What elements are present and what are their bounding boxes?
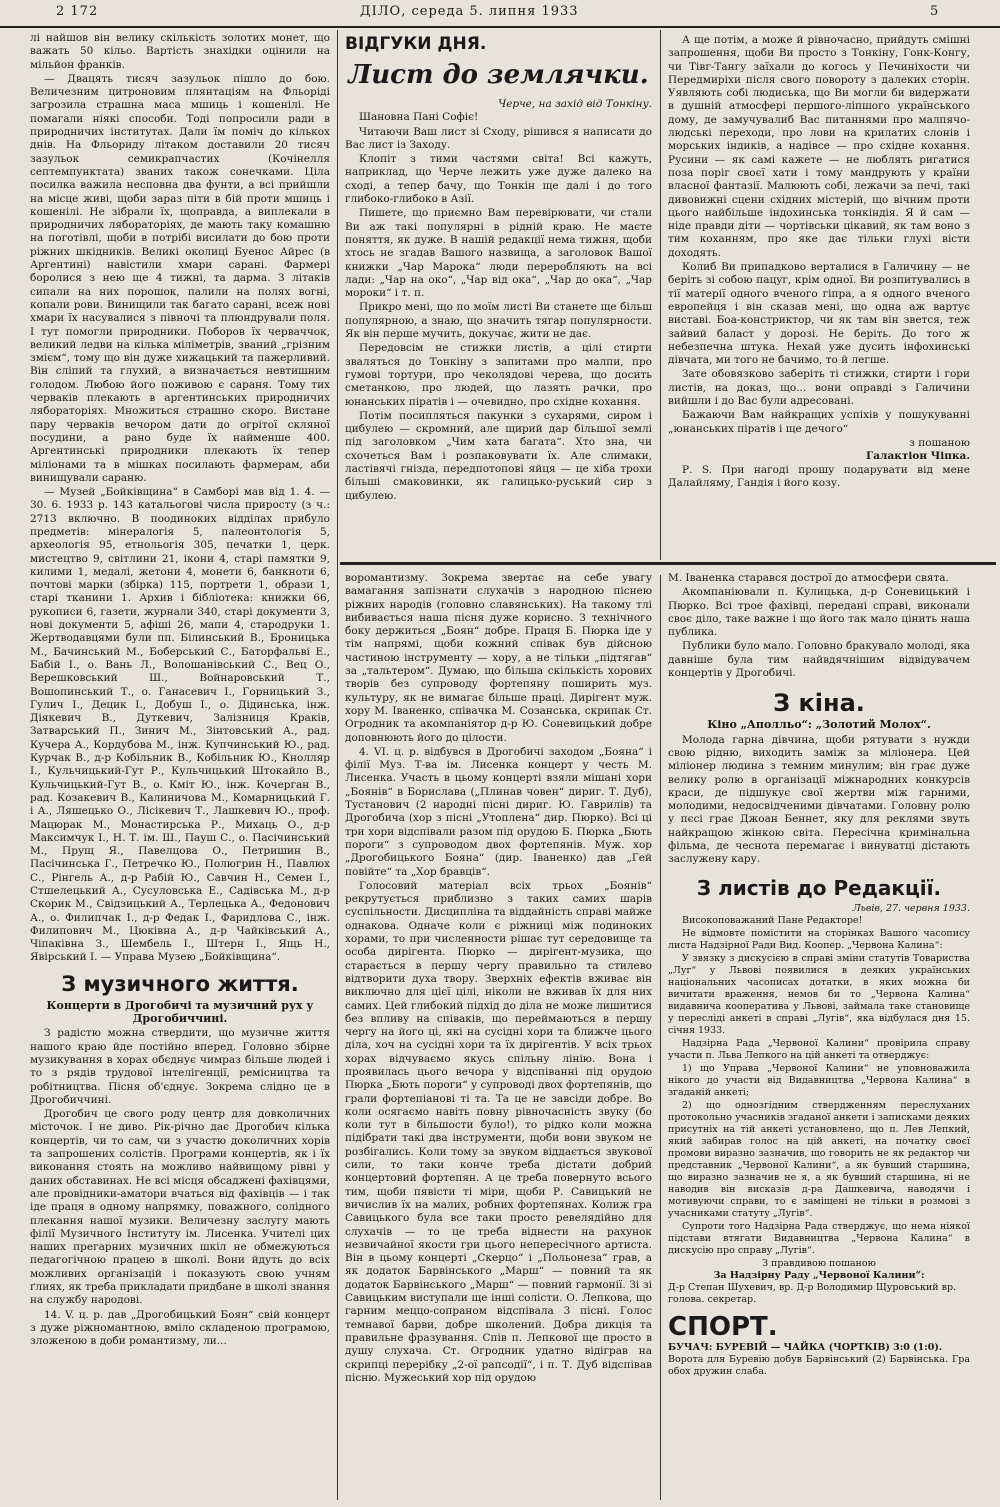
column-letter-continued <box>668 34 970 556</box>
letter-signature: Галактіон Чіпка. <box>866 450 970 463</box>
letters-paragraph: 2) що однозгідним ствердженням переслуханих протокольно учасників згаданої анкети і записками деяких присутніх на тій анкеті установлено, що п. Лев Лепкий, який забирав голос на цій анкеті, на початку своєї промови виразно зазначив, що говорить не як редактор чи представник „Червоної Калини“, а як бувший старшина, що виразно зазначив не я, а як бувший старшина, ні не наводив він висказів д-ра Дашкевича, наводячи і мотивуючи справи, то є заміщені не тільки в розмові з учасниками статуту „Лугів“. <box>668 1099 970 1219</box>
sport-note: Ворота для Буревію добув Барвінський (2) Барвінська. Гра обох дружин слаба. <box>668 1353 970 1377</box>
music-paragraph: Акомпаніювали п. Кулицька, д-р Соневицький і Пюрко. Всі трое фахівці, передані справі, виконали своє діло, таке важне і що його так мало цінить наша публика. <box>668 586 970 639</box>
letter-paragraph: Колиб Ви припадково верталися в Галичину — не беріть зі собою пацуг, крім одної. Ви розпитувались в тії матерії одного вченого гіпра, а я одного вченого европейця і він сказав мені, що одна аж вартує виставі. Боа-констриктор, чи як там він звется, теж зайвий баласт у дорозі. Не беріть. До того ж небезпечна штука. Нехай уже дусить інфохинські дівчата, ми того не бачимо, то й легше. <box>668 261 970 367</box>
newspaper-title: ДІЛО, середа 5. липня 1933 <box>360 4 579 19</box>
page-number-left: 2 172 <box>56 4 99 19</box>
news-paragraph: лі найшов він велику скількість золотих монет, що важать 50 кільо. Вартість знахідки оцінили на мільйон франків. <box>30 32 330 71</box>
cinema-subtitle: Кіно „Аполльо“: „Золотий Молох“. <box>707 718 931 732</box>
music-paragraph: 14. V. ц. р. дав „Дрогобицький Боян“ свій концерт з дуже ріжномантною, вміло складеною програмою, зложеною в доби романтизму, ли... <box>30 1308 330 1348</box>
sport-result: БУЧАЧ: БУРЕВІЙ — ЧАЙКА (ЧОРТКІВ) 3:0 (1:0). <box>668 1341 943 1353</box>
letters-signatory-titles: голова. секретар. <box>668 1293 757 1305</box>
letter-closing: з пошаною <box>909 436 970 449</box>
column-news <box>30 32 330 1500</box>
museum-paragraph: — Музей „Бойківщина“ в Самборі мав від 1. 4. — 30. 6. 1933 р. 143 катальогові числа приросту (з ч.: 2713 включно. В поодиноких відділах прибуло предметів: мінералогія 5, палеонтологія 5, археологія 95, етнольогія 305, печатки 1, церк. мистецтво 9, світлини 21, ікони 4, старі памятки 9, килими 1, медалі, жетони 4, монети 6, банкноти 6, почтові марки (збірка) 115, портрети 1, образи 1, старі тканини 1. Архив і бібліотека: книжки 66, рукописи 6, газети, журнали 340, старі документи 3, нові документи 5, афіші 26, мапи 4, стародруки 1. Жертводавцями були пп. Білинський В., Броницька М., Бачинський М., Боберський С., Баторфальві Е., Бабій І., о. Вань Л., Волошанівський С., Вец О., Верешковський Ш., Войнаровський Т., Вошопинський Т., о. Ганасевич І., Горницький З., Гулич І., Децик І., Добуш І., о. Дідинська, інж. Діякевич В., Дуткевич, Залізниця Краків, Затварський П., Зинич М., Зінтовський А., рад. Кучера А., Кордубова М., інж. Купчинський Ю., рад. Курчак В., д-р Кобільник В., Кобільник Ю., Кнолляр І., Кульчицький-Гут Р., Кульчицький Штокайло В., Кульчицький-Гут В., о. Кміт Ю., інж. Кочерган В., рад. Козакевич В., Калиничова М., Комарницький Г. і А., Ляшецько О., Лісікевич Т., Лашкевич Ю., проф. Мацюрак М., Монастирська Р., Михаць О., д-р Максимчук І., Н. Т. ім. Ш., Пауш С., о. Пасічинський М., Прущ Я., Павелцова О., Петришин В., Пасічинська Г., Петречко Ю., Полюгрин Н., Павлюх С., Рінгель А., д-р Рабій Ю., Савчин Н., Семен І., Стшелецький А., Сусуловська Е., Садівська М., д-р Скорик М., Свідзицький А., Терлецька А., Федонович А., о. Филипчак І., д-р Федак І., Фаридлова С., інж. Филипович М., Цюківна А., д-р Чайківський А., Чіпаківна З., Шембель І., Штерн І., Ящь Н., Явірський І. — Управа Музею „Бойківщина“. <box>30 486 330 964</box>
masthead <box>0 0 1000 28</box>
letter-paragraph: Читаючи Ваш лист зі Сходу, рішився я написати до Вас лист із Заходу. <box>345 125 652 151</box>
letters-signature: За Надзірну Раду „Червоної Калини“: <box>713 1269 925 1281</box>
column-music-continued <box>345 572 652 1500</box>
news-paragraph: — Двацять тисяч зазульок пішло до бою. Величезним цитроновим плянтаціям на Фльоріді загрозила страшна маса мшиць і кошенілі. Не помагали ніякі способи. Тоді попросили ради в природничих інститутах. Дали їм поміч до кількох днів. На Фльориду літаком доставили 20 тисяч зазульок семикрапчастих (Кочінелля септемпунктата) званих також сонечками. Ціла посилка важила несповна два фунти, а всі прийшли на місце живі, щоби зараз піти в бій проти мшиць і кошенілі. Не зібрали їх, щоправда, а виплекали в природничих лябораторіях, де мають таку комашню на поготівлі, щоби в потрібі висилати до бою проти ріжних шкідників. Великі околиці Буенос Айрес (в Аргентині) навістили хмари сарані. Фармері боролися з нею ще 4 тижні, та дарма. З літаків сипали на них порошок, палили на полях вогні, копали рови. Винищили так багато сарані, всеж нові хмари їх насувалися з півночі та плюндрували поля. І тут помогли природники. Поборов їх черваччок, великий ледви на кілька міліметрів, званий „грізним змієм“, тому що він дуже хижацький та пажерливий. Він сліпий та глухий, а визначається невтишним голодом. Любою його поживою є сараня. Тому тих черваків плекають в аргентинських природничих лябораторіях. Множиться страшно скоро. Вистане пару черваків вечором дати до огрітої скляної посудини, а рано буде їх найменше 400. Аргентинські природники плекають їх тепер міліонами та в мішках посилають фармерам, аби винищували сараню. <box>30 72 330 484</box>
letter-paragraph: Передовсім не стижки листів, а цілі стирти зваляться до Тонкіну з запитами про малпи, про гумові тортури, про чеколядові черева, що досить сметанкою, про людей, що лазять рачки, про юнанських піратів і — очевидно, про східне кохання. <box>345 342 652 408</box>
letters-section-title: З листів до Редакції. <box>696 875 942 900</box>
letters-closing: З правдивою пошаною <box>762 1257 876 1269</box>
column-rule <box>660 30 661 560</box>
column-rule <box>337 30 338 1500</box>
page-number-right: 5 <box>930 4 940 19</box>
column-letter <box>345 34 652 556</box>
letter-paragraph: А ще потім, а може й рівночасно, прийдуть смішні запрошення, щоби Ви просто з Тонкіну, Гонк-Конгу, чи Тівг-Тангу заїхали до когось у Печиніхости чи Передмиріхи після свого повороту з далеких сторін. Уявляють собі людиська, що Ви могли би видержати в душній атмосфері першого-ліпшого українського дому, де замучувалиб Вас питаннями про малпячо-людські переходи, про лови на крилатих слонів і морських індиків, а надівсе — про східне кохання. Русини — як самі кажете — не люблять ригатися поза поріг своєї хати і тому мандрують у країни власної фантазії. Малюють собі, лежачи за печі, такі дивовижні сцени східних містерій, що вічним проти цього найбільше індохинська тонкіндія. Я й сам — ніде правди діти — чортівськи цікавий, як там воно з тим коханням, про яке дає тільки глухі вісти доходять. <box>668 34 970 259</box>
music-paragraph: воромантизму. Зокрема звертає на себе увагу вамагання запізнати слухачів з народною піснею ріжних народів (головно славянських). На такому тлі вибивається наша пісня дуже корисно. З технічного боку держиться „Боян“ добре. Праця Б. Пюрка іде у тім напрямі, щоби кожний співак був дійсною частиною інструменту — хору, а не тільки „підтягав“ за „тальтером“. Думаю, що більша скількість хорових творів без супроводу фортепяну поширить муз. культуру, як не вимагає більше праці. Дирігент муж. хору М. Іваненко, співачка М. Созанська, скрипак Ст. Огродник та акомпаніятор д-р Ю. Соневицький добре доповнюють його до цілости. <box>345 572 652 744</box>
letter-paragraph: Потім посипляться пакунки з сухарями, сиром і цибулею — скромний, але щирий дар більшої землі під заголовком „Чим хата багата“. Хто зна, чи схочеться Вам і розпаковувати їх. Але слимаки, ластівячі гнізда, передпотопові яйця — це хіба трохи більші смаковинки, як галицько-руський сир з цибулею. <box>345 409 652 502</box>
horizontal-rule <box>340 562 996 565</box>
letters-paragraph: 1) що Управа „Червоної Калини“ не уповноважила нікого до участи від Видавництва „Червона Калина“ в згаданій анкеті; <box>668 1062 970 1098</box>
music-subtitle: Концерти в Дрогобичі та музичний рух у Дрогобиччині. <box>46 998 314 1026</box>
column-rule <box>660 575 661 1500</box>
letter-paragraph: Бажаючи Вам найкращих успіхів у пошукуванні „юнанських піратів і ще дечого“ <box>668 409 970 435</box>
music-paragraph: М. Іваненка старався дострої до атмосфери свята. <box>668 572 949 584</box>
cinema-section-title: З кіна. <box>773 689 865 718</box>
music-paragraph: Публики було мало. Головно бракувало молоді, яка давніше була тим найвдячнішим відвідувачем концертів у Дрогобичі. <box>668 640 970 680</box>
music-paragraph: Дрогобич це свого роду центр для довколичних місточок. І не диво. Рік-річно дає Дрогобич кілька концертів, чи то сам, чи з участю доколичних хорів та запрошених солістів. Програми концертів, як і їх виконання стоять на можливо найвищому рівні у даних обставинах. Не всі місця обсаджені фахівцями, але провідники-аматори вчаться від фахівців — і так іде праця в одному напрямку, поважного, солідного плекання нашої музики. Величезну заслугу мають філії Музичного Інституту ім. Лисенка. Учителі цих наших прегарних музичних шкіл не обмежуються педагогічною працею в школі. Вони йдуть до всіх можливих організацій і показують свою учням ґлиях, як треба прикладати придбане в школі знання на службу народові. <box>30 1108 330 1307</box>
column-right <box>668 572 970 1500</box>
letters-paragraph: Надзірна Рада „Червоної Калини“ провірила справу участи п. Льва Лепкого на цій анкеті та отверджує: <box>668 1037 970 1061</box>
letter-paragraph: Прикро мені, що по моїм листі Ви станете ще більш популярною, а знаю, що значить тягар популярности. Як він перше мучить, докучає, жити не дає. <box>345 301 652 341</box>
music-paragraph: Голосовий матеріал всіх трьох „Боянів“ рекрутується приблизно з таких самих шарів суспільности. Дисципліна та віддайність справі майже однакова. Одначе коли є ріжниці між подиноких хорами, то при численности рішає тут середовище та особа дирігента. Пюрко — дирігент-музика, що старається в першу чергу правильно та стилево відтворити духа твору. Зверхніх ефектів вживає він виключно для цієї цілі, ніколи не вживав їх для них самих. Цей глибокий підхід до діла не може лишитися без впливу на співаків, що переймаються в першу чергу на його ці, які на сусідні хори та ближче цього діла, хоч на сусідні хори та їх дирігентів. У всіх трьох хорах відчуваємо якусь спільну лінію. Вона і проявилась цього вечора у відспіванні під орудою Пюрка „Бють пороги“ у супроводі двох фортепянів, що грали фортепіанові ті та. Та це не завсіди добре. Во коли осягаємо навіть повну рівночасність звуку (бо коли тут в більшости було!), то рідко коли можна підібрати такі два інструменти, щоби вони звуком не розбігались. Коли тому за звуком віддається звукової сили, то таки конче треба дістати добрий концертовий фортепян. А це треба повернуто всього тим, щоби пявісти ті міри, щоби Р. Савицький не вичислив їх на малих, робних фортепянах. Колиж гра Савицького була все таки просто ревелядійно для слухачів — то це треба віднести на рахунок незвичайної якости гри цього непересічного артиста. Він в цьому концерті „Скерцо“ і „Польонеза“ грав, а як додаток Барвінського „Марш“ — повний та як додаток Барвінського „Марш“ — повний гармонії. Зі зі Савицьким виступали ще інші солісти. О. Лепкова, що гарним меццо-сопраном відспівала 3 пісні. Голос темнавої барви, добре школений. Добра дикція та правильне фразування. Спів п. Лепкової ще просто в душу слухача. Ст. Огродник удатно відіграв на скрипці перерібку „2-ої рапсодії“, і п. Т. Дуб відспівав пісню. Мужеський хор під орудою <box>345 879 652 1384</box>
letter-greeting: Шановна Пані Софіє! <box>359 111 479 124</box>
section-label: ВІДГУКИ ДНЯ. <box>345 34 487 54</box>
letters-signatories: Д-р Степан Шухевич, вр. Д-р Володимир Щуровський вр. <box>668 1281 957 1293</box>
cinema-paragraph: Молода гарна дівчина, щоби рятувати з нужди свою рідню, виходить заміж за міліонера. Цей міліонер людина з темним минулим; він грає дуже велику ролю в організації міжнародних конкурсів краси, де підшукує свої жертви між гарними, молодими, недосвідченими дівчатами. Головну ролю у пєсі грає Джоан Беннет, яку для реклями звуть найкращою жінкою світа. Пересічна кримінальна фільма, де чеснота перемагає і винуватці дістають заслужену кару. <box>668 733 970 866</box>
letters-greeting: Високоповажаний Пане Редакторе! <box>682 914 863 926</box>
letters-dateline: Львів, 27. червня 1933. <box>852 902 970 914</box>
letter-paragraph: Клопіт з тими частями світа! Всі кажуть, наприклад, що Черче лежить уже дуже далеко на сході, а тепер бачу, що Тонкін ще далі і до того глибоко-глибоко в Азії. <box>345 153 652 206</box>
music-section-title: З музичного життя. <box>61 971 299 996</box>
letter-postscript: Р. S. При нагоді прошу подарувати від мене Далайляму, Гандія і його козу. <box>668 463 970 489</box>
music-paragraph: З радістю можна ствердити, що музичне життя нашого краю йде постійно вперед. Головно збірне музикування в хорах обєднує чимраз більше людей і то з рядів трудової інтелігенції, ремісництва та робітництва. Пісня об'єднує. Зокрема слідно це в Дрогобиччині. <box>30 1027 330 1106</box>
letters-paragraph: Не відмовте помістити на сторінках Вашого часопису листа Надзірної Ради Вид. Коопер. „Червона Калина“: <box>668 927 970 951</box>
letters-paragraph: У звязку з дискусією в справі зміни статутів Товариства „Луг“ у Львові появилися в деяких українських національних часописах дотатки, в яких можна би вичитати враження, немов би то „Червона Калина“ видавнича кооператива у Львові, займала таке становище у пересліді анкеті в справі „Лугів“, яка відбулася дня 15. січня 1933. <box>668 952 970 1036</box>
sport-section-title: СПОРТ. <box>668 1311 778 1342</box>
letters-paragraph: Супроти того Надзірна Рада стверджує, що нема ніякої підстави втягати Видавництва „Червона Калина“ в дискусію про справу „Лугів“. <box>668 1220 970 1256</box>
letter-title: Лист до землячки. <box>348 60 649 90</box>
letter-paragraph: Зате обовязково заберіть ті стижки, стирти і гори листів, на доказ, що... вони оправді з Галичини вийшли і до Вас були адресовані. <box>668 368 970 408</box>
letter-place: Черче, на захід від Тонкіну. <box>498 98 652 110</box>
music-paragraph: 4. VI. ц. р. відбувся в Дрогобичі заходом „Бояна“ і філії Муз. Т-ва ім. Лисенка концерт у честь М. Лисенка. Участь в цьому концерті взяли мішані хори „Боянів“ в Борислава („Плинав човен“ дириг. Т. Дуб), Тустанович (2 народні пісні дириг. Ю. Гаврилів) та Дрогобича (хор з пісні „Утоплена“ дир. Пюрко). Всі ці три хори відспівали разом під орудою Б. Пюрка „Бють пороги“ з супроводом двох фортепянів. Муж. хор „Дрогобицького Бояна“ (дир. Іваненко) дав „Гей повійте“ та „Хор бравців“. <box>345 745 652 878</box>
letter-paragraph: Пишете, що приємно Вам перевірювати, чи стали Ви аж такі популярні в рідній краю. Не маєте поняття, як дуже. В нашій редакції нема тижня, щоби хтось не згадав Вашого назвища, а заголовок Вашої книжки „Чар Марока“ люди переробляють на всі лади: „Чар на око“, „Чар від ока“, „Чар до ока“, „Чар мороки“ і т. п. <box>345 207 652 300</box>
